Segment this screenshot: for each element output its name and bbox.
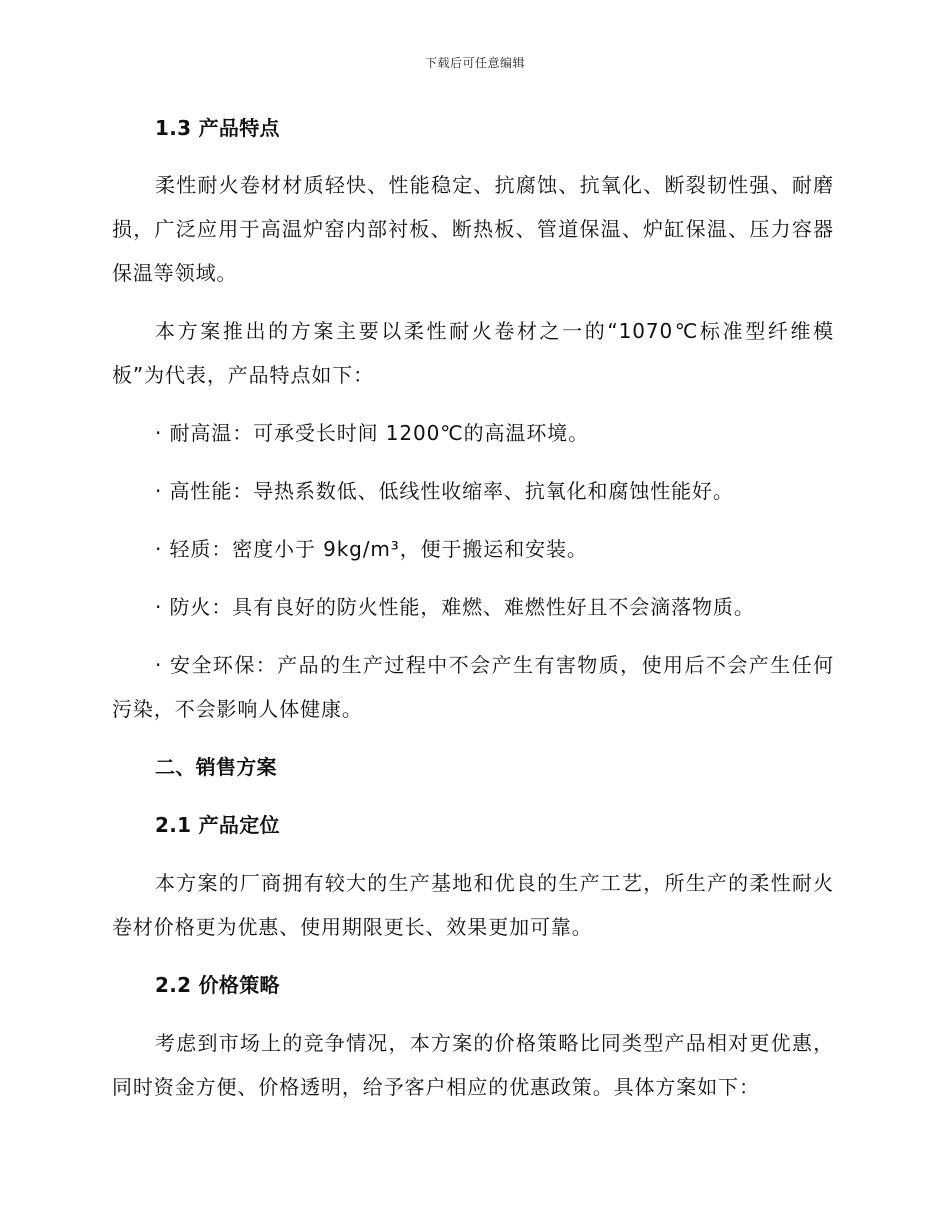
bullet-eco-safe: · 安全环保：产品的生产过程中不会产生有害物质，使用后不会产生任何污染，不会影响人体健康。 [112,653,834,721]
document-body [112,106,834,1109]
bullet-fireproof: · 防火：具有良好的防火性能，难燃、难燃性好且不会滴落物质。 [155,595,755,619]
bullet-high-temperature: · 耐高温：可承受长时间 1200℃的高温环境。 [155,421,590,445]
page-header-note: 下载后可任意编辑 [424,56,525,70]
paragraph-product-positioning: 本方案的厂商拥有较大的生产基地和优良的生产工艺，所生产的柔性耐火卷材价格更为优惠、使用期限更长、效果更加可靠。 [112,871,834,939]
heading-2-2: 2.2 价格策略 [155,973,280,997]
paragraph-product-features-intro: 本方案推出的方案主要以柔性耐火卷材之一的“1070℃标准型纤维模板”为代表，产品特点如下： [112,319,834,387]
paragraph-pricing-strategy: 考虑到市场上的竞争情况，本方案的价格策略比同类型产品相对更优惠，同时资金方便、价格透明，给予客户相应的优惠政策。具体方案如下： [112,1031,834,1099]
bullet-lightweight: · 轻质：密度小于 9kg/m³，便于搬运和安装。 [155,537,588,561]
bullet-high-performance: · 高性能：导热系数低、低线性收缩率、抗氧化和腐蚀性能好。 [155,479,734,503]
heading-1-3: 1.3 产品特点 [155,116,280,140]
heading-2-1: 2.1 产品定位 [155,813,280,837]
paragraph-product-intro: 柔性耐火卷材材质轻快、性能稳定、抗腐蚀、抗氧化、断裂韧性强、耐磨损，广泛应用于高温炉窑内部衬板、断热板、管道保温、炉缸保温、压力容器保温等领域。 [112,173,834,285]
heading-sales-plan: 二、销售方案 [155,755,277,779]
